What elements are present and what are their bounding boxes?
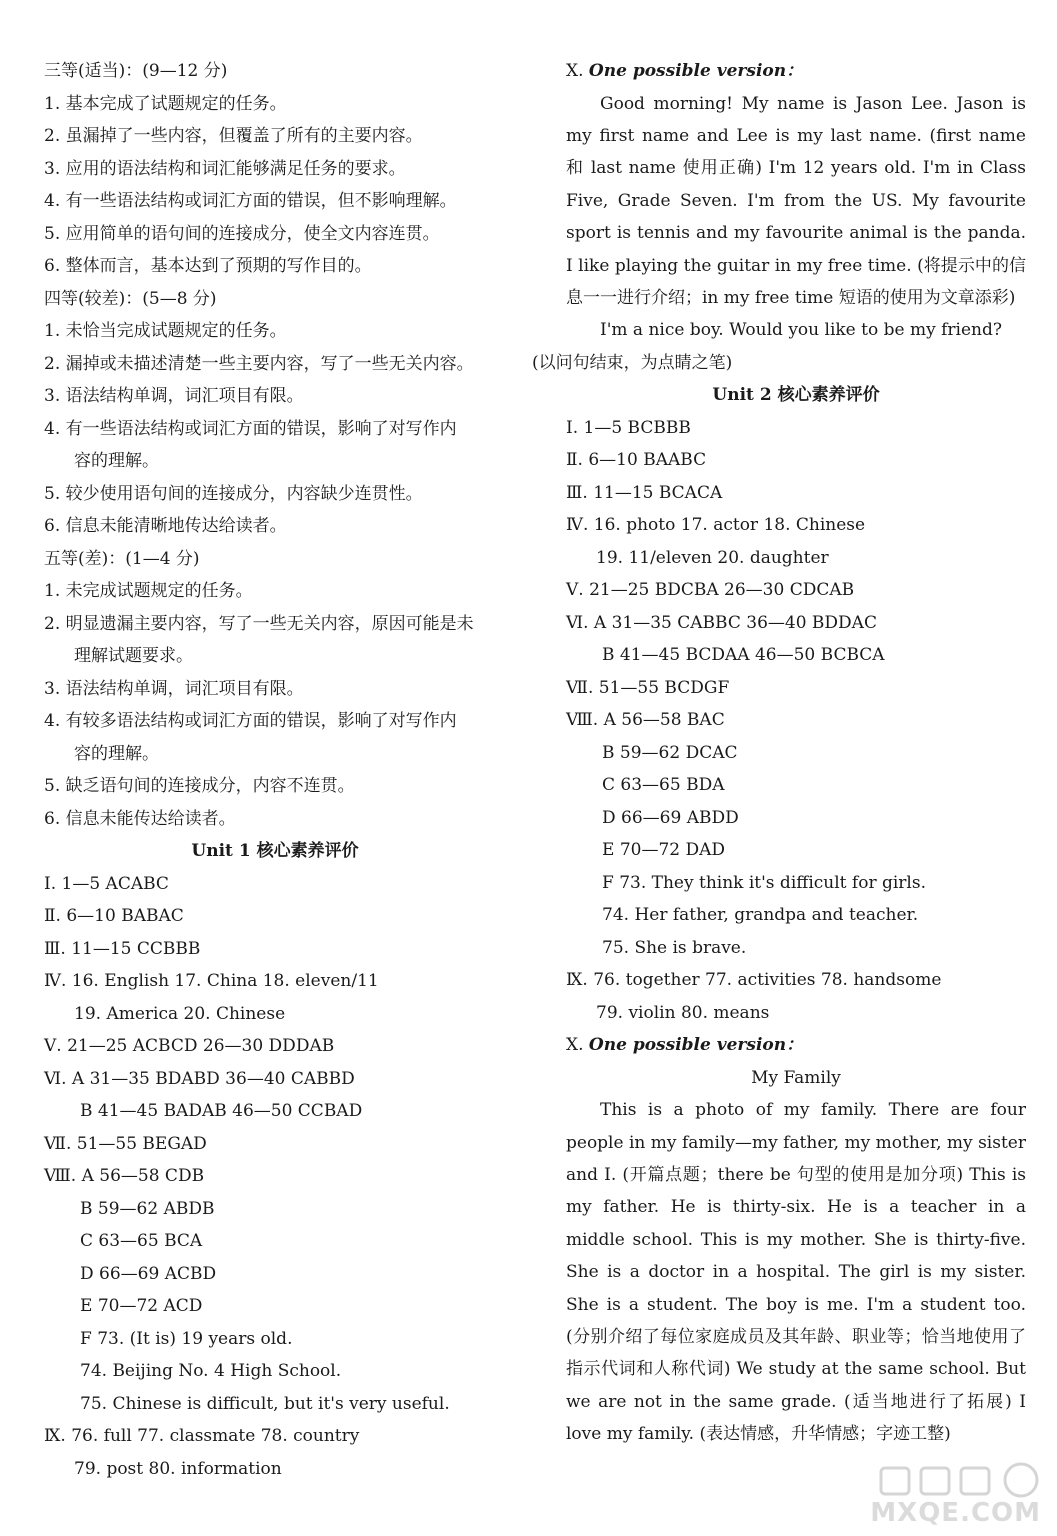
text-line: 5. 缺乏语句间的连接成分，内容不连贯。	[44, 776, 355, 796]
text-line: 三等(适当)：(9—12 分)	[44, 61, 228, 81]
text-line: 五等(差)：(1—4 分)	[44, 548, 200, 569]
text-line: Ⅲ. 11—15 BCACA	[566, 482, 723, 503]
text-line: 74. Her father, grandpa and teacher.	[602, 905, 919, 926]
essay-one	[532, 88, 1026, 380]
text-line: 2. 虽漏掉了一些内容，但覆盖了所有的主要内容。	[44, 126, 423, 146]
text-line: Ⅰ. 1—5 BCBBB	[566, 417, 691, 438]
text-line: Ⅶ. 51—55 BEGAD	[44, 1133, 207, 1154]
text-line: 3. 应用的语法结构和词汇能够满足任务的要求。	[44, 158, 406, 179]
text-line: 6. 信息未能传达给读者。	[44, 808, 236, 829]
text-line: Ⅲ. 11—15 CCBBB	[44, 938, 201, 959]
text-line: 1. 未完成试题规定的任务。	[44, 581, 253, 601]
text-line: Ⅷ. A 56—58 BAC	[566, 710, 725, 731]
text-line: B 59—62 ABDB	[80, 1198, 215, 1219]
text-line: E 70—72 DAD	[602, 840, 726, 861]
essay-two-title: My Family	[751, 1067, 841, 1088]
text-line: Ⅵ. A 31—35 CABBC 36—40 BDDAC	[566, 612, 877, 633]
text-line: C 63—65 BDA	[602, 775, 725, 796]
text-line: 5. 应用简单的语句间的连接成分，使全文内容连贯。	[44, 223, 440, 244]
section-x2-header	[566, 1029, 1026, 1062]
text-line: Ⅷ. A 56—58 CDB	[44, 1166, 205, 1186]
unit2-title: Unit 2 核心素养评价	[712, 385, 880, 406]
text-line: B 59—62 DCAC	[602, 742, 738, 763]
text-line: Ⅳ. 16. photo 17. actor 18. Chinese	[566, 515, 866, 536]
essay-one-comment: (以问句结束，为点睛之笔)	[532, 352, 733, 373]
essay-two-paragraph: This is a photo of my family. There are four people in my family—my father, my mother, my sister and I. (开篇点题；there be 句型的使用是加分项) This is my father. He is thirty-six. He is a teacher in a middle school. This is my mother. She is thirty-five. She is a doctor in a hospital. The girl is my sister. She is a student. The boy is me. I'm a student too. (分别介绍了每位家庭成员及其年龄、职业等；恰当地使用了指示代词和人称代词) We study at the same school. But we are not in the same grade. (适当地进行了拓展) I love my family. (表达情感，升华情感；字迹工整)	[566, 1100, 1026, 1445]
one-possible-version-label: One possible version：	[588, 1035, 804, 1056]
text-line: F 73. (It is) 19 years old.	[80, 1328, 293, 1349]
text-line: 74. Beijing No. 4 High School.	[80, 1361, 342, 1381]
text-line: 容的理解。	[74, 743, 159, 764]
text-line: 3. 语法结构单调，词汇项目有限。	[44, 678, 304, 699]
text-line: Ⅰ. 1—5 ACABC	[44, 873, 169, 894]
section-number: Ⅹ.	[566, 1035, 589, 1056]
text-line: 79. violin 80. means	[596, 1002, 770, 1023]
watermark-logo	[871, 1460, 1041, 1530]
section-x-header	[566, 55, 1026, 88]
text-line: 6. 信息未能清晰地传达给读者。	[44, 516, 287, 536]
section-title: Unit 1 核心素养评价	[191, 841, 359, 861]
text-line: B 41—45 BCDAA 46—50 BCBCA	[602, 645, 885, 666]
text-line: 4. 有较多语法结构或词汇方面的错误，影响了对写作内	[44, 711, 457, 731]
one-possible-version-label: One possible version：	[588, 61, 804, 81]
text-line: 容的理解。	[74, 451, 159, 471]
text-line: 1. 未恰当完成试题规定的任务。	[44, 321, 287, 341]
essay-two	[566, 1094, 1026, 1450]
text-line: 1. 基本完成了试题规定的任务。	[44, 93, 287, 114]
text-line: D 66—69 ACBD	[80, 1263, 217, 1284]
essay-one-paragraph	[532, 314, 1026, 379]
text-line: Ⅵ. A 31—35 BDABD 36—40 CABBD	[44, 1068, 355, 1089]
text-line: 19. 11/eleven 20. daughter	[596, 547, 829, 568]
text-line: 4. 有一些语法结构或词汇方面的错误，影响了对写作内	[44, 418, 457, 439]
text-line: 理解试题要求。	[74, 646, 193, 666]
section-number: Ⅹ.	[566, 61, 589, 81]
text-line: Ⅱ. 6—10 BABAC	[44, 906, 184, 926]
text-line: 19. America 20. Chinese	[74, 1003, 286, 1024]
text-line: Ⅱ. 6—10 BAABC	[566, 450, 707, 471]
text-line: 3. 语法结构单调，词汇项目有限。	[44, 386, 304, 406]
text-line: 四等(较差)：(5—8 分)	[44, 288, 217, 309]
text-line: Ⅴ. 21—25 BDCBA 26—30 CDCAB	[566, 580, 855, 601]
text-line: Ⅶ. 51—55 BCDGF	[566, 677, 730, 698]
text-line: Ⅸ. 76. full 77. classmate 78. country	[44, 1426, 360, 1446]
text-line: Ⅳ. 16. English 17. China 18. eleven/11	[44, 971, 379, 991]
text-line: D 66—69 ABDD	[602, 807, 739, 828]
text-line: F 73. They think it's difficult for girls.	[602, 872, 926, 893]
text-line: Ⅸ. 76. together 77. activities 78. handsome	[566, 970, 942, 991]
essay-one-paragraph: Good morning! My name is Jason Lee. Jason is my first name and Lee is my last name. (first name 和 last name 使用正确) I'm 12 years old. I'm in Class Five, Grade Seven. I'm from the US. My favourite sport is tennis and my favourite animal is the panda. I like playing the guitar in my free time. (将提示中的信息一一进行介绍；in my free time 短语的使用为文章添彩)	[566, 93, 1026, 308]
right-column	[532, 55, 1026, 1451]
unit2-answers	[566, 412, 1026, 1030]
text-line: B 41—45 BADAB 46—50 CCBAD	[80, 1101, 363, 1121]
text-line: 5. 较少使用语句间的连接成分，内容缺少连贯性。	[44, 483, 423, 504]
text-line: 2. 明显遗漏主要内容，写了一些无关内容，原因可能是未	[44, 613, 474, 634]
text-line: C 63—65 BCA	[80, 1231, 203, 1251]
text-line: 6. 整体而言，基本达到了预期的写作目的。	[44, 256, 372, 276]
text-line: 75. Chinese is difficult, but it's very useful.	[80, 1393, 450, 1414]
text-line: 75. She is brave.	[602, 937, 747, 958]
left-column	[44, 55, 506, 1485]
text-line: E 70—72 ACD	[80, 1296, 203, 1316]
watermark-text: MXQE.COM	[870, 1498, 1041, 1528]
text-line: 79. post 80. information	[74, 1458, 282, 1479]
text-line: 4. 有一些语法结构或词汇方面的错误，但不影响理解。	[44, 191, 457, 211]
essay-one-text: I'm a nice boy. Would you like to be my friend?	[600, 320, 1002, 341]
text-line: Ⅴ. 21—25 ACBCD 26—30 DDDAB	[44, 1036, 335, 1056]
text-line: 2. 漏掉或未描述清楚一些主要内容，写了一些无关内容。	[44, 353, 474, 374]
